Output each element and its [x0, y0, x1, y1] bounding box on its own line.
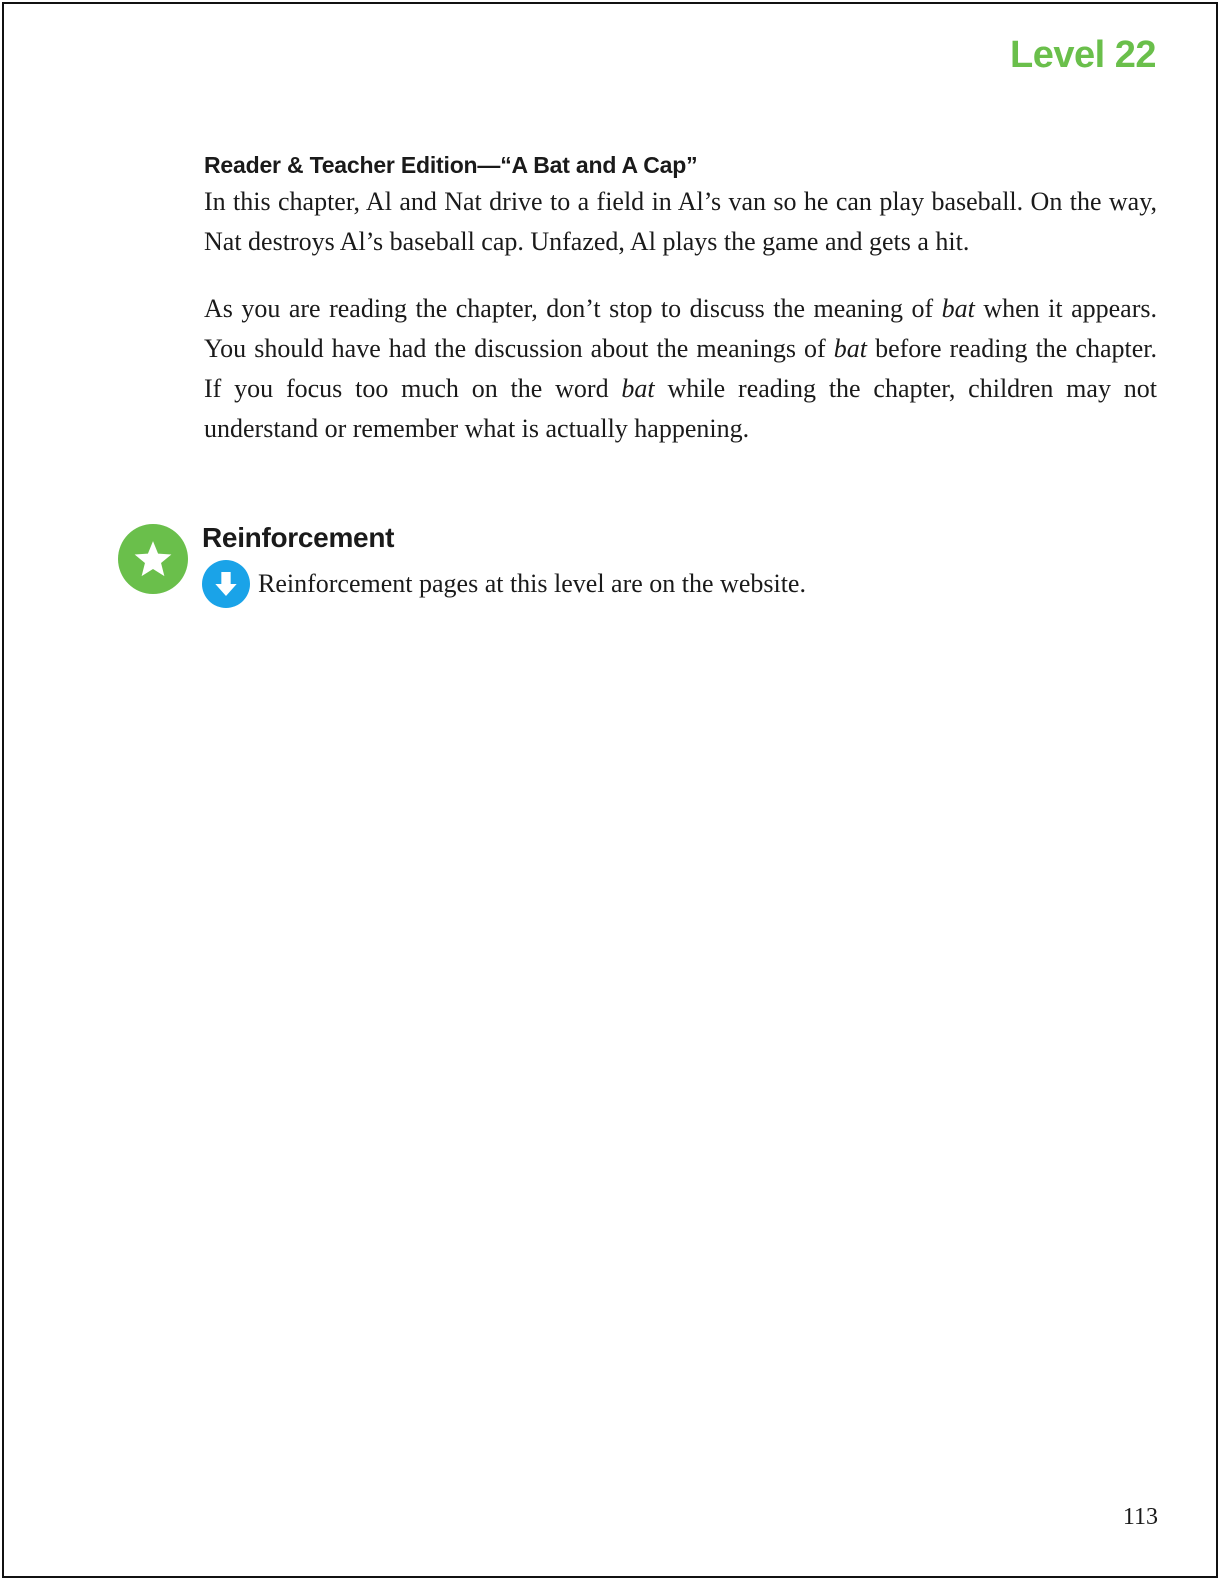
reinforcement-line: [202, 560, 806, 608]
star-icon: [118, 524, 188, 594]
reinforcement-heading: Reinforcement: [202, 522, 395, 553]
guidance-text-1: As you are reading the chapter, don’t stop to discuss the meaning of: [204, 294, 942, 323]
chapter-summary: In this chapter, Al and Nat drive to a field in Al’s van so he can play baseball. On the way, Nat destroys Al’s baseball cap. Unfazed, Al plays the game and gets a hit.: [204, 187, 1157, 256]
guidance-text-3: before reading the chapter. If you focus too much on the word: [204, 334, 1157, 403]
guidance-text-2: when it appears. You should have had the discussion about the meanings of: [204, 294, 1157, 363]
main-content: [204, 148, 1157, 449]
download-arrow-icon[interactable]: [202, 560, 250, 608]
section-heading: Reader & Teacher Edition—“A Bat and A Cap”: [204, 152, 698, 178]
term-bat-1: bat: [941, 294, 975, 323]
reading-guidance: [204, 289, 1157, 449]
level-title: Level 22: [1010, 34, 1156, 76]
term-bat-3: bat: [621, 374, 655, 403]
reinforcement-text: Reinforcement pages at this level are on the website.: [258, 569, 806, 598]
guidance-text-4: while reading the chapter, children may not understand or remember what is actually happening.: [204, 374, 1157, 443]
term-bat-2: bat: [833, 334, 868, 363]
page-number: 113: [1122, 1504, 1158, 1530]
